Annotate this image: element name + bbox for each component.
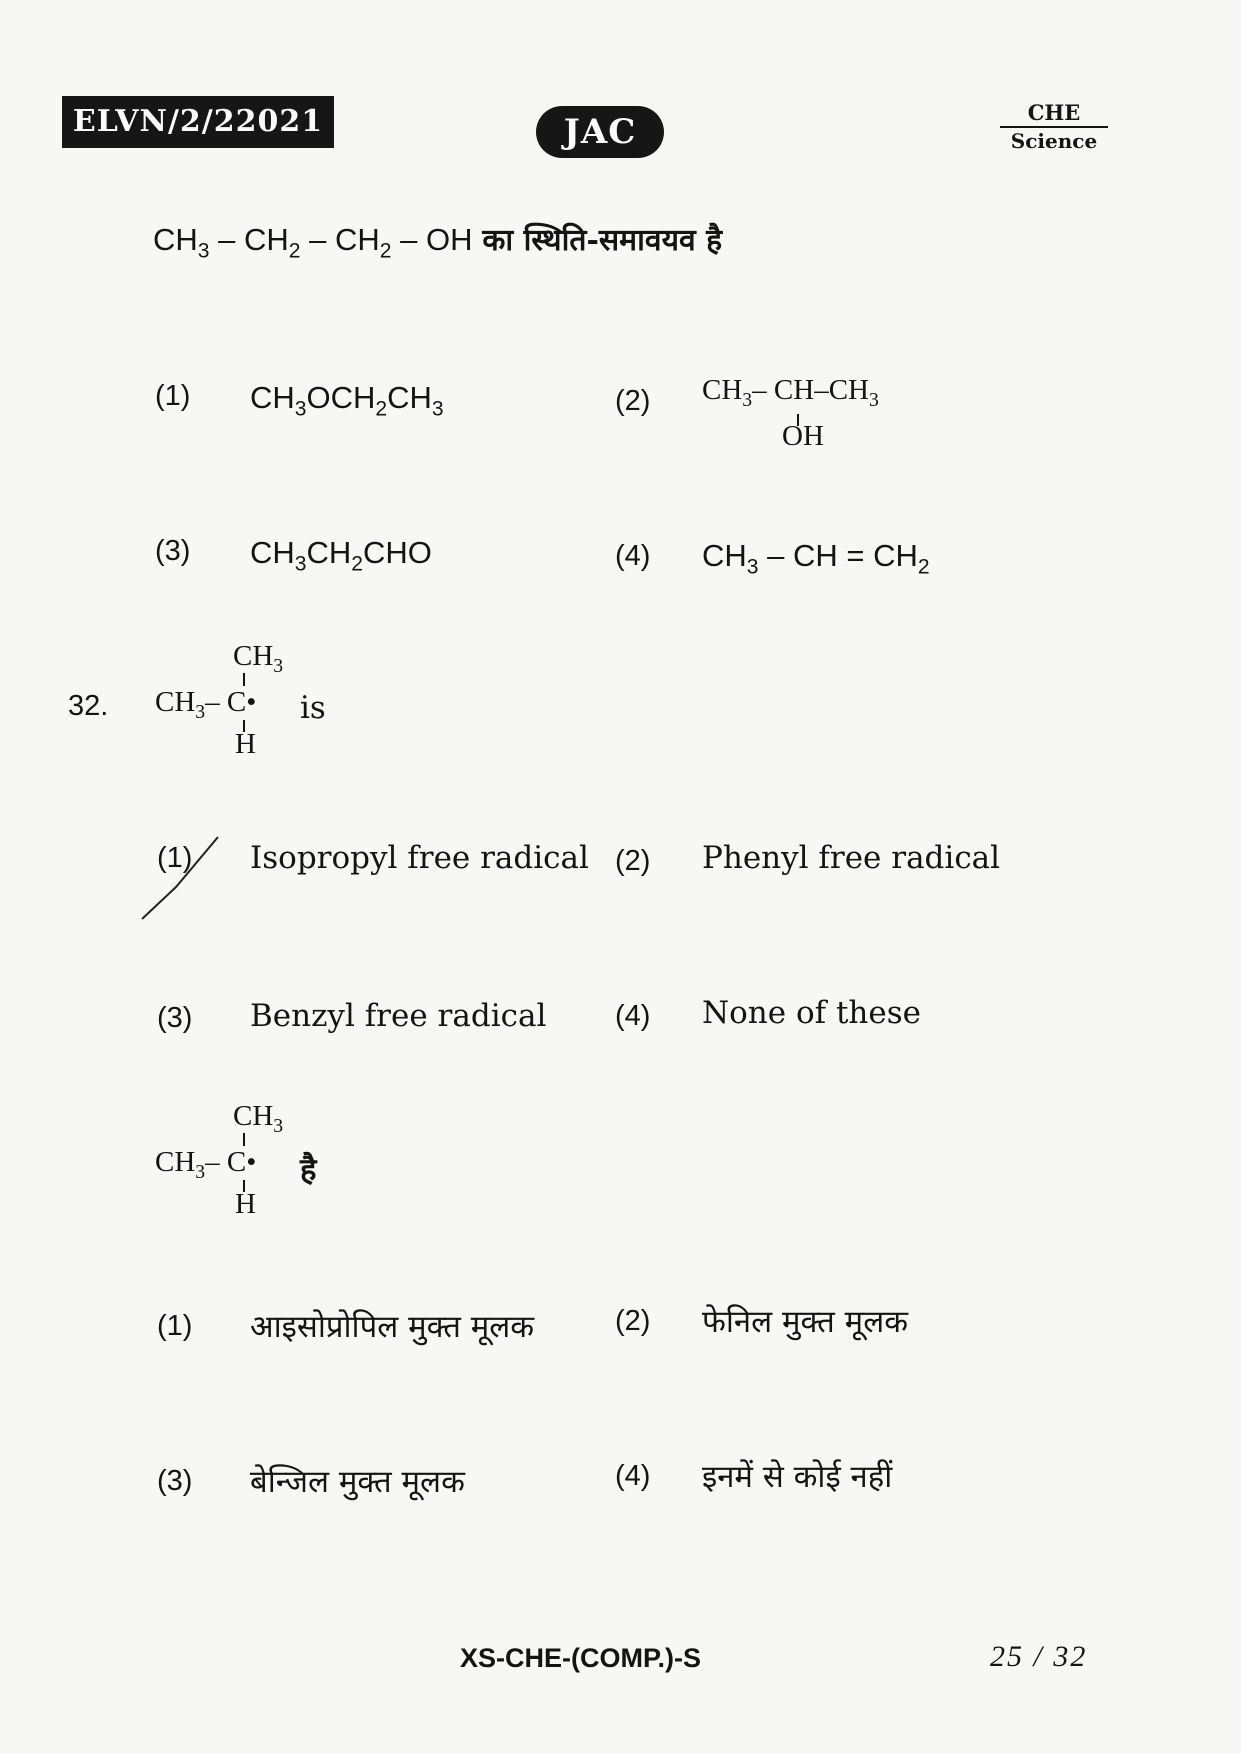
q32-hi-option-1-number: (1) (157, 1310, 193, 1342)
q32-hi-option-2-text: फेनिल मुक्त मूलक (702, 1304, 909, 1340)
q32-structure-en: $CH_3$ $CH_3-$ C• H (155, 640, 284, 760)
q31-option-3-text: $CH_3CH_2CHO$ (250, 535, 432, 576)
paper-code: ELVN/2/22021 (72, 104, 324, 139)
page-number: 25 / 32 (990, 1640, 1088, 1673)
board-badge (536, 106, 664, 158)
q32-is-word: is (300, 690, 326, 726)
q31-option-4-number: (4) (615, 540, 651, 572)
q32-hi-option-4-text: इनमें से कोई नहीं (702, 1459, 893, 1495)
q32-hi-option-3-text: बेन्जिल मुक्त मूलक (250, 1464, 465, 1500)
subject-code: CHE (1000, 100, 1108, 128)
q32-option-4-number: (4) (615, 1000, 651, 1032)
q32-hi-option-3-number: (3) (157, 1465, 193, 1497)
q32-structure-hi: $CH_3$ $CH_3-$ C• H (155, 1100, 284, 1220)
paper-code-box (62, 96, 334, 148)
stem-formula: $CH_3 - CH_2 - CH_2$ – OH (153, 222, 473, 263)
q32-number: 32. (68, 690, 109, 722)
q32-hi-option-4-number: (4) (615, 1460, 651, 1492)
q32-hi-option-2-number: (2) (615, 1305, 651, 1337)
q32-option-3-number: (3) (157, 1002, 193, 1034)
q32-option-2-text: Phenyl free radical (702, 840, 1001, 876)
q31-option-1-text: $CH_3OCH_2CH_3$ (250, 380, 444, 421)
q31-option-3-number: (3) (155, 535, 191, 567)
subject-label (1000, 100, 1108, 153)
q31-hindi-stem (153, 218, 723, 263)
q32-option-4-text: None of these (702, 995, 921, 1031)
q31-option-2-structure: $CH_3-$ $CH-CH_3$ OH (702, 374, 879, 452)
q32-option-1-number: (1) (157, 842, 193, 874)
tick-mark-icon (140, 835, 220, 925)
q32-option-2-number: (2) (615, 845, 651, 877)
q31-option-4-text: $CH_3$ – CH = $CH_2$ (702, 538, 930, 579)
q32-hi-option-1-text: आइसोप्रोपिल मुक्त मूलक (250, 1309, 535, 1345)
q32-option-3-text: Benzyl free radical (250, 998, 547, 1034)
q32-option-1-text: Isopropyl free radical (250, 840, 589, 876)
footer-paper-code: XS-CHE-(COMP.)-S (460, 1643, 702, 1673)
board-name: JAC (563, 112, 637, 152)
q32-hai-word: है (300, 1152, 317, 1188)
subject-stream: Science (1010, 129, 1098, 153)
q31-option-2-number: (2) (615, 385, 651, 417)
stem-hindi-text: का स्थिति-समावयव है (482, 223, 723, 258)
q31-option-1-number: (1) (155, 380, 191, 412)
